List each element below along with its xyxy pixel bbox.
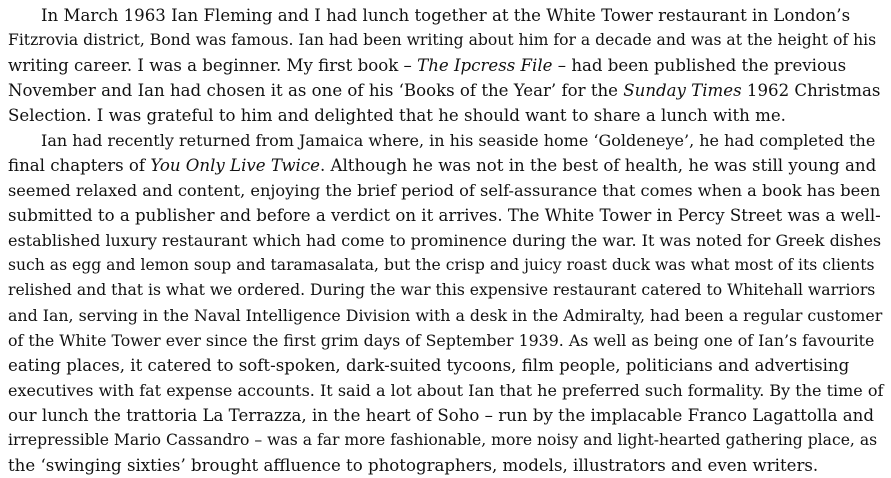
text-line: seemed relaxed and content, enjoying the brief period of self-assurance that comes when a book has been <box>8 181 881 200</box>
text-line: eating places, it catered to soft-spoken, dark-suited tycoons, film people, politicians and advertising <box>8 356 850 375</box>
text-line <box>8 78 884 103</box>
text-run: 1962 Christmas <box>741 81 881 100</box>
paragraph-2 <box>8 128 884 478</box>
text-line: the ‘swinging sixties’ brought affluence to photographers, models, illustrators and even writers. <box>8 456 819 475</box>
paragraph-1 <box>8 3 884 128</box>
text-line: In March 1963 Ian Fleming and I had lunch together at the White Tower restaurant in London’s <box>41 6 851 25</box>
text-run: November and Ian had chosen it as one of his ‘Books of the Year’ for the <box>8 81 624 100</box>
text-run: – had been published the previous <box>552 56 847 75</box>
text-line: Fitzrovia district, Bond was famous. Ian had been writing about him for a decade and was at the height of his <box>8 31 877 49</box>
text-line: Selection. I was grateful to him and delighted that he should want to share a lunch with me. <box>8 106 786 125</box>
text-line: established luxury restaurant which had come to prominence during the war. It was noted for Greek dishes <box>8 231 882 250</box>
text-line <box>8 153 884 178</box>
text-line <box>8 53 884 78</box>
text-run: final chapters of <box>8 156 151 175</box>
text-run: writing career. I was a beginner. My first book – <box>8 56 418 75</box>
text-line: such as egg and lemon soup and taramasalata, but the crisp and juicy roast duck was what most of its clients <box>8 256 875 274</box>
text-line: of the White Tower ever since the first grim days of September 1939. As well as being one of Ian’s favourite <box>8 331 875 350</box>
book-title-ipcress-file: The Ipcress File <box>417 56 553 75</box>
document-page <box>8 3 884 478</box>
book-title-you-only-live-twice: You Only Live Twice <box>150 156 320 175</box>
text-run: . Although he was not in the best of health, he was still young and <box>319 156 877 175</box>
text-line: and Ian, serving in the Naval Intelligence Division with a desk in the Admiralty, had been a regular customer <box>8 306 883 325</box>
text-line: our lunch the trattoria La Terrazza, in the heart of Soho – run by the implacable Franco Lagattolla and <box>8 406 874 425</box>
text-line: submitted to a publisher and before a verdict on it arrives. The White Tower in Percy Street was a well- <box>8 206 881 225</box>
text-line: relished and that is what we ordered. During the war this expensive restaurant catered to Whitehall warriors <box>8 281 876 299</box>
publication-title-sunday-times: Sunday Times <box>623 81 742 100</box>
text-line: irrepressible Mario Cassandro – was a far more fashionable, more noisy and light-hearted gathering place, as <box>8 431 878 449</box>
text-line: executives with fat expense accounts. It said a lot about Ian that he preferred such formality. By the time of <box>8 381 884 400</box>
text-line: Ian had recently returned from Jamaica where, in his seaside home ‘Goldeneye’, he had completed the <box>41 131 876 150</box>
